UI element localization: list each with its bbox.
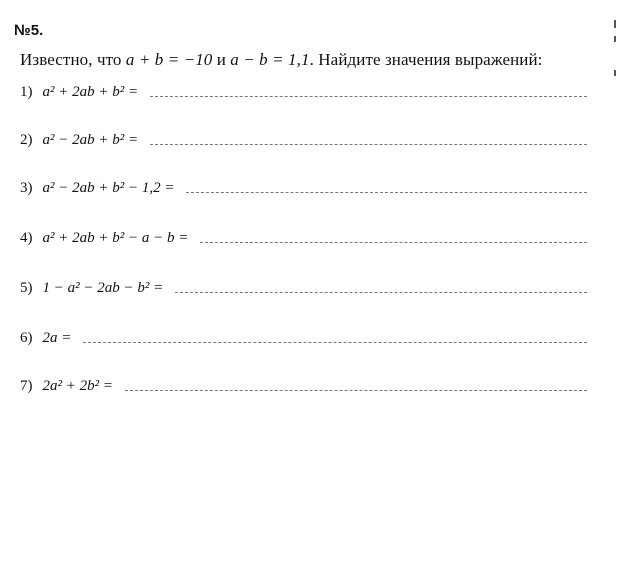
item-expression: a² + 2ab + b² = <box>42 84 139 100</box>
answer-line[interactable] <box>125 389 587 391</box>
intro-prefix: Известно, что <box>20 50 126 69</box>
item-number: 3) <box>20 180 33 196</box>
intro-suffix: . Найдите значения выражений: <box>309 50 543 69</box>
item-number: 7) <box>20 378 33 394</box>
item-number: 5) <box>20 280 33 296</box>
exercise-item <box>20 280 587 297</box>
item-number: 6) <box>20 330 33 346</box>
equation-difference: a − b = 1,1 <box>230 50 310 69</box>
equation-sum: a + b = −10 <box>125 50 213 69</box>
item-expression: 2a² + 2b² = <box>42 378 113 394</box>
task-number: №5. <box>14 22 44 39</box>
page-edge-mark <box>614 70 616 76</box>
answer-line[interactable] <box>150 143 587 145</box>
item-number: 1) <box>20 84 33 100</box>
answer-line[interactable] <box>83 341 587 343</box>
exercise-item <box>20 378 587 395</box>
answer-line[interactable] <box>175 291 587 293</box>
page-edge-mark <box>614 20 616 28</box>
answer-line[interactable] <box>200 241 587 243</box>
item-number: 4) <box>20 230 33 246</box>
item-expression: 2a = <box>42 330 72 346</box>
page-edge-mark <box>614 36 616 42</box>
intro-mid: и <box>212 50 231 69</box>
exercise-item <box>20 84 587 101</box>
answer-line[interactable] <box>150 95 587 97</box>
item-expression: a² − 2ab + b² = <box>42 132 139 148</box>
exercise-item <box>20 330 587 347</box>
task-statement <box>20 50 543 70</box>
exercise-item <box>20 132 587 149</box>
item-expression: a² − 2ab + b² − 1,2 = <box>42 180 175 196</box>
answer-line[interactable] <box>186 191 587 193</box>
item-expression: a² + 2ab + b² − a − b = <box>42 230 189 246</box>
exercise-item <box>20 180 587 197</box>
item-number: 2) <box>20 132 33 148</box>
exercise-item <box>20 230 587 247</box>
item-expression: 1 − a² − 2ab − b² = <box>42 280 164 296</box>
